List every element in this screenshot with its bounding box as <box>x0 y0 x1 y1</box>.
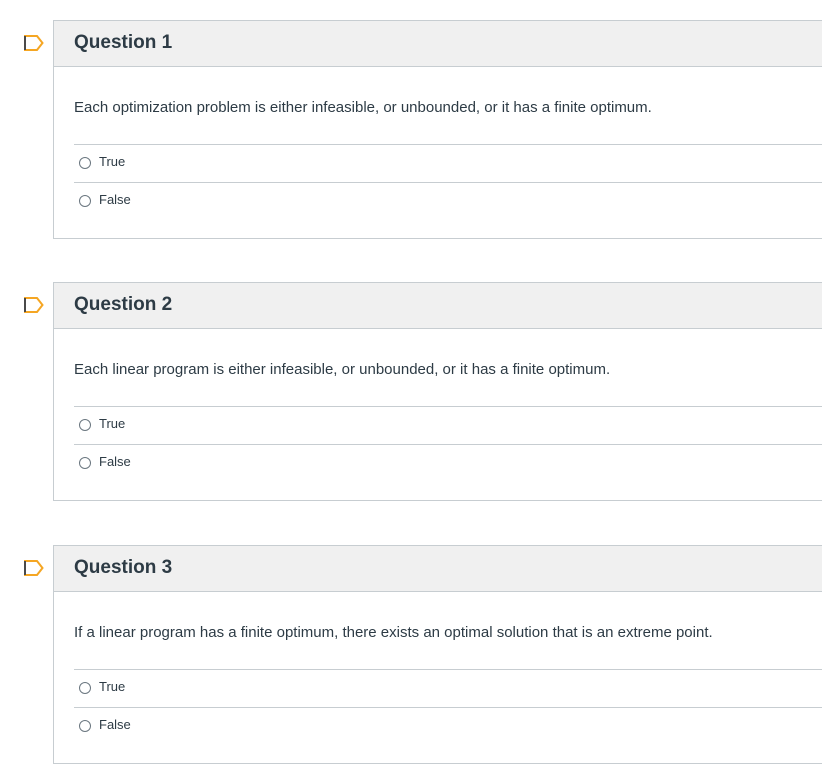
answer-label[interactable]: False <box>99 192 131 207</box>
question-card <box>53 282 822 501</box>
question-title: Question 2 <box>74 294 173 315</box>
answer-list <box>74 144 822 220</box>
bookmark-flag-icon <box>24 35 44 51</box>
question-title: Question 3 <box>74 557 173 578</box>
question-card <box>53 545 822 764</box>
question-text: If a linear program has a finite optimum, there exists an optimal solution that is an extreme point. <box>74 624 713 641</box>
answer-label[interactable]: True <box>99 154 126 169</box>
flag-question-button[interactable] <box>24 35 44 51</box>
radio-button[interactable] <box>79 682 91 694</box>
flag-question-button[interactable] <box>24 560 44 576</box>
answer-false[interactable] <box>74 707 822 745</box>
question-text: Each linear program is either infeasible, or unbounded, or it has a finite optimum. <box>74 361 611 378</box>
answer-true[interactable] <box>74 144 822 182</box>
radio-button[interactable] <box>79 457 91 469</box>
answer-list <box>74 406 822 482</box>
answer-label[interactable]: False <box>99 717 131 732</box>
flag-question-button[interactable] <box>24 297 44 313</box>
answer-false[interactable] <box>74 444 822 482</box>
answer-true[interactable] <box>74 669 822 707</box>
answer-false[interactable] <box>74 182 822 220</box>
question-header <box>54 21 822 67</box>
question-card <box>53 20 822 239</box>
question-text: Each optimization problem is either infeasible, or unbounded, or it has a finite optimum. <box>74 99 652 116</box>
question-header <box>54 546 822 592</box>
bookmark-flag-icon <box>24 560 44 576</box>
question-header <box>54 283 822 329</box>
question-title: Question 1 <box>74 32 173 53</box>
bookmark-flag-icon <box>24 297 44 313</box>
radio-button[interactable] <box>79 157 91 169</box>
answer-label[interactable]: True <box>99 679 126 694</box>
radio-button[interactable] <box>79 419 91 431</box>
answer-label[interactable]: True <box>99 416 126 431</box>
answer-label[interactable]: False <box>99 454 131 469</box>
answer-true[interactable] <box>74 406 822 444</box>
radio-button[interactable] <box>79 195 91 207</box>
answer-list <box>74 669 822 745</box>
radio-button[interactable] <box>79 720 91 732</box>
